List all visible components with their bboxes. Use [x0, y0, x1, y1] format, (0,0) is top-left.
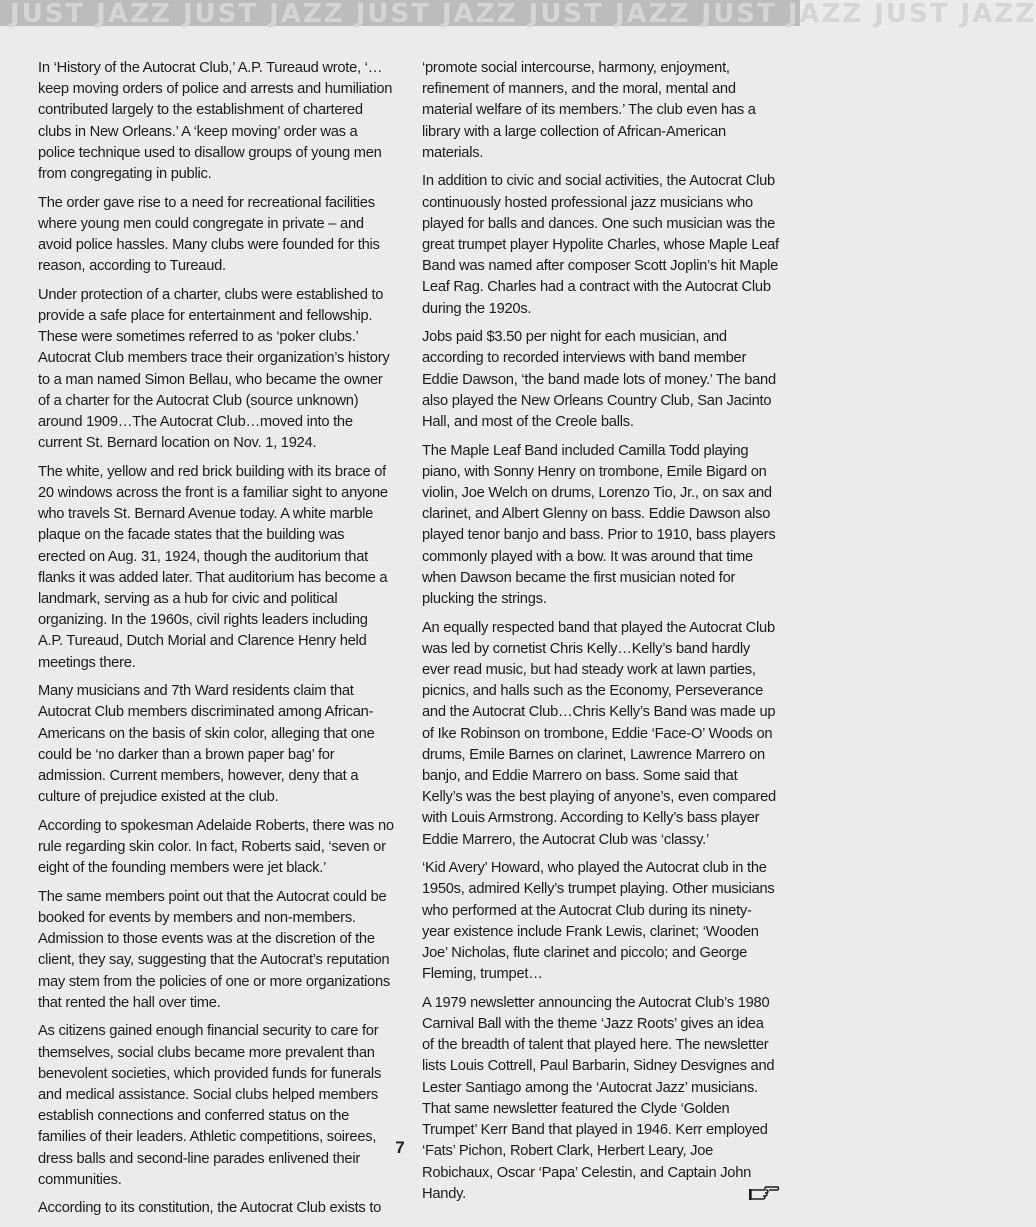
- paragraph: According to its constitution, the Autocrat Club exists to: [38, 1200, 382, 1217]
- page-number: 7: [395, 1138, 405, 1157]
- paragraph: ‘promote social intercourse, harmony, enjoyment, refinement of manners, and the moral, mental and material welfare of its members.’ The club even has a library with a large collection of African-American materials.: [422, 60, 756, 161]
- paragraph-text: A 1979 newsletter announcing the Autocrat Club’s 1980 Carnival Ball with the theme ‘Jazz Roots’ gives an idea of the breadth of talent that played here. The newsletter lists Louis Cottrell, Paul Barbarin, Sidney Desvignes and Lester Santiago among the ‘Autocrat Jazz’ musicians. That same newsletter featured the Clyde ‘Golden Trumpet’ Kerr Band that played in 1946. Kerr employed ‘Fats’ Pichon, Robert Clark, Herbert Leary, Joe Robichaux, Oscar ‘Papa’ Celestin, and Captain John Handy.: [422, 994, 775, 1202]
- running-header: JUST JAZZ JUST JAZZ JUST JAZZ JUST JAZZ JUST JAZZ JUST JAZZ: [10, 0, 1036, 29]
- paragraph: The Maple Leaf Band included Camilla Todd playing piano, with Sonny Henry on trombone, Emile Bigard on violin, Joe Welch on drums, Lorenzo Tio, Jr., on sax and clarinet, and Albert Glenny on bass. Eddie Dawson also played tenor banjo and bass. Prior to 1910, bass players commonly played with a bow. It was around that time when Dawson became the first musician noted for plucking the strings.: [422, 442, 776, 608]
- right-column: [422, 58, 779, 1212]
- paragraph: The order gave rise to a need for recreational facilities where young men could congregate in private – and avoid police hassles. Many clubs were founded for this reason, according to Tureaud.: [38, 194, 380, 275]
- paragraph: Jobs paid $3.50 per night for each musician, and according to recorded interviews with band member Eddie Dawson, ‘the band made lots of money.’ The band also played the New Orleans Country Club, San Jacinto Hall, and most of the Creole balls.: [422, 329, 776, 431]
- paragraph: Under protection of a charter, clubs were established to provide a safe place for entertainment and fellowship. These were sometimes referred to as ‘poker clubs.’ Autocrat Club members trace their organization’s history to a man named Simon Bellau, who became the owner of a charter for the Autocrat Club (source unknown) around 1909…The Autocrat Club…moved into the current St. Bernard location on Nov. 1, 1924.: [38, 286, 390, 452]
- continue-marker: [743, 1184, 779, 1205]
- paragraph: [422, 993, 779, 1205]
- header-band: [0, 0, 1036, 29]
- paragraph: According to spokesman Adelaide Roberts, there was no rule regarding skin color. In fact, Roberts said, ‘seven or eight of the founding members were jet black.’: [38, 817, 394, 877]
- paragraph: The white, yellow and red brick building with its brace of 20 windows across the front is a familiar sight to anyone who travels St. Bernard Avenue today. A white marble plaque on the facade states that the building was erected on Aug. 31, 1924, though the auditorium that flanks it was added later. That auditorium has become a landmark, serving as a hub for civic and political organizing. In the 1960s, civil rights leaders including A.P. Tureaud, Dutch Morial and Clarence Henry held meetings there.: [38, 463, 388, 671]
- paragraph: In ‘History of the Autocrat Club,’ A.P. Tureaud wrote, ‘…keep moving orders of police and arrests and humiliation contributed largely to the establishment of chartered clubs in New Orleans.’ A ‘keep moving’ order was a police technique used to disallow groups of young men from congregating in public.: [38, 60, 393, 183]
- pointing-hand-icon: [749, 1185, 779, 1201]
- paragraph: The same members point out that the Autocrat could be booked for events by members and non-members. Admission to those events was at the discretion of the client, they say, suggesting that the Autocrat’s reputation may stem from the policies of one or more organizations that rented the hall over time.: [38, 888, 390, 1011]
- paragraph: In addition to civic and social activities, the Autocrat Club continuously hosted professional jazz musicians who played for balls and dances. One such musician was the great trumpet player Hypolite Charles, whose Maple Leaf Band was named after composer Scott Joplin’s hit Maple Leaf Rag. Charles had a contract with the Autocrat Club during the 1920s.: [422, 173, 779, 317]
- paragraph: As citizens gained enough financial security to care for themselves, social clubs became more prevalent than benevolent societies, which provided funds for funerals and medical assistance. Social clubs helped members establish connections and conferred status on the families of their leaders. Athletic competitions, soirees, dress balls and second-line parades enlivened their communities.: [38, 1023, 382, 1188]
- paragraph: ‘Kid Avery’ Howard, who played the Autocrat club in the 1950s, admired Kelly’s trumpet playing. Other musicians who performed at the Autocrat Club during its ninety-year existence include Frank Lewis, clarinet; ‘Wooden Joe’ Nicholas, flute clarinet and piccolo; and George Fleming, trumpet…: [422, 860, 775, 983]
- paragraph: An equally respected band that played the Autocrat Club was led by cornetist Chris Kelly…Kelly’s band hardly ever read music, but had steady work at lawn parties, picnics, and halls such as the Economy, Perseverance and the Autocrat Club…Chris Kelly’s Band was made up of Ike Robinson on trombone, Eddie ‘Face-O’ Woods on drums, Emile Barnes on clarinet, Lawrence Marrero on banjo, and Eddie Marrero on bass. Some said that Kelly’s was the best playing of anyone’s, even compared with Louis Armstrong. According to Kelly’s bass player Eddie Marrero, the Autocrat Club was ‘classy.’: [422, 619, 776, 848]
- left-column: [38, 58, 395, 1227]
- paragraph: Many musicians and 7th Ward residents claim that Autocrat Club members discriminated among African-Americans on the basis of skin color, alleging that one could be ‘no darker than a brown paper bag’ for admission. Current members, however, deny that a culture of prejudice existed at the club.: [38, 683, 375, 806]
